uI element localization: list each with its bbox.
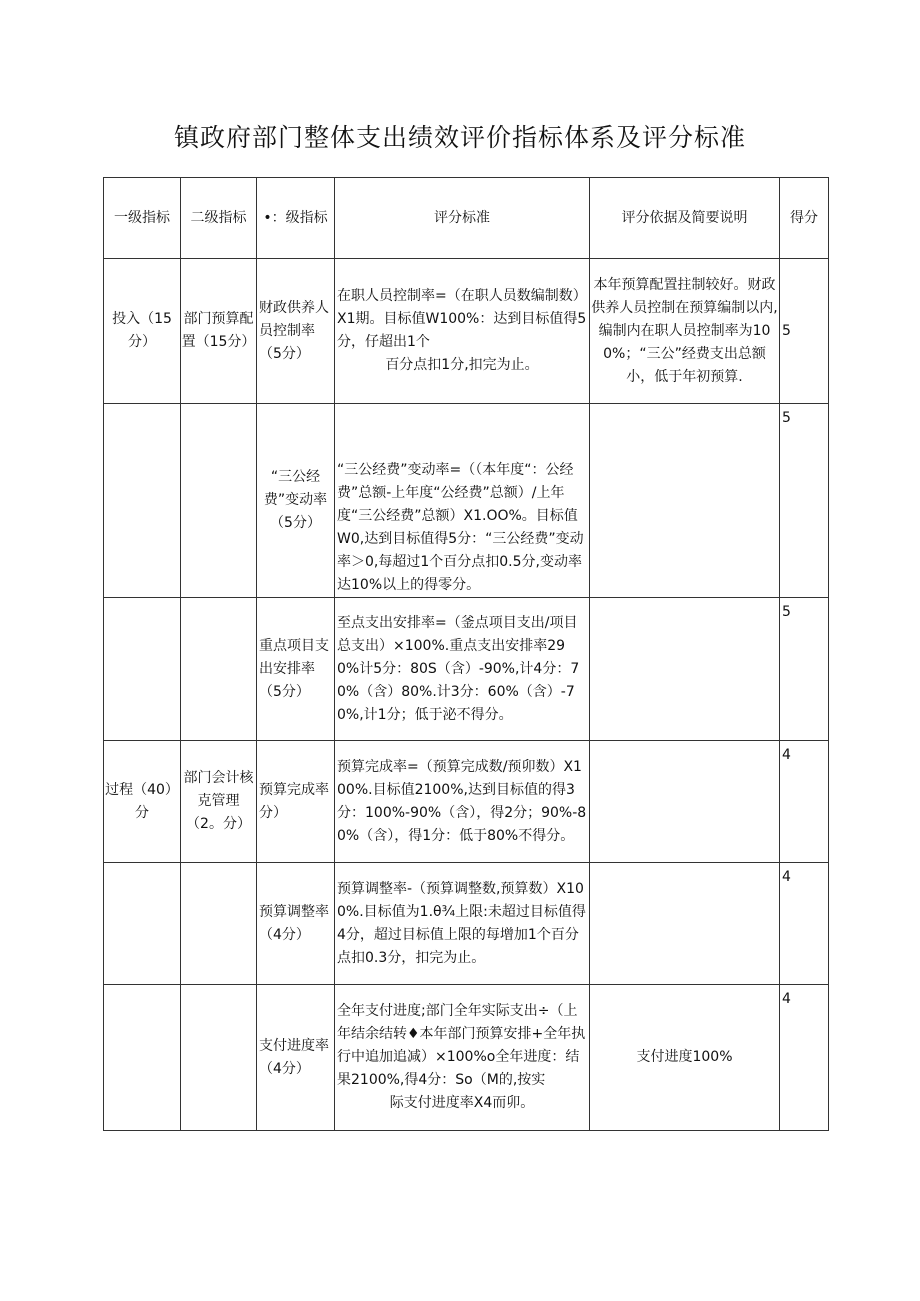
header-level3: •：级指标 [257, 178, 335, 259]
table-row [104, 863, 829, 985]
level1-cell [104, 598, 181, 741]
criteria-text-cont: 百分点扣1分,扣完为止。 [385, 357, 539, 373]
indicator-table [103, 177, 829, 1131]
table-row [104, 598, 829, 741]
header-score: 得分 [780, 178, 829, 259]
level1-cell: 投入（15分） [104, 259, 181, 404]
header-criteria: 评分标准 [335, 178, 590, 259]
table-row [104, 259, 829, 404]
score-cell: 4 [780, 863, 829, 985]
table-row [104, 741, 829, 863]
basis-cell [590, 863, 780, 985]
criteria-text: 全年支付进度;部门全年实际支出÷（上年结余结转♦本年部门预算安排+全年执行中追加追减）×100%o全年进度：结果2100%,得4分：So（M的,按实 [337, 1003, 586, 1088]
score-cell: 5 [780, 598, 829, 741]
level2-cell [181, 863, 257, 985]
level1-cell [104, 404, 181, 598]
level2-cell: 部门会计核克管理（2。分） [181, 741, 257, 863]
level2-cell [181, 598, 257, 741]
level2-cell [181, 985, 257, 1131]
table-header-row [104, 178, 829, 259]
level2-cell: 部门预算配置（15分） [181, 259, 257, 404]
criteria-cell [335, 259, 590, 404]
header-level1: 一级指标 [104, 178, 181, 259]
score-cell: 4 [780, 985, 829, 1131]
page-title: 镇政府部门整体支出绩效评价指标体系及评分标准 [173, 123, 746, 152]
level3-cell: 支付进度率（4分） [257, 985, 335, 1131]
score-cell: 5 [780, 259, 829, 404]
level3-cell: 重点项目支出安排率（5分） [257, 598, 335, 741]
header-basis: 评分依据及简要说明 [590, 178, 780, 259]
table-row [104, 985, 829, 1131]
criteria-text-cont: 际支付进度率X4而卯。 [389, 1095, 535, 1111]
criteria-cell: “三公经费”变动率=（（本年度“：公经费”总额-上年度“公经费”总额）/上年度“三公经费”总额）X1.OO%。目标值W0,达到目标值得5分：“三公经费”变动率＞0,每超过1个百分点扣0.5分,变动率达10%以上的得零分。 [335, 404, 590, 598]
criteria-cell: 预算完成率=（预算完成数/预卯数）X100%.目标值2100%,达到目标值的得3分：100%-90%（含），得2分；90%-80%（含），得1分：低于80%不得分。 [335, 741, 590, 863]
header-level2: 二级指标 [181, 178, 257, 259]
basis-cell [590, 598, 780, 741]
score-cell: 5 [780, 404, 829, 598]
criteria-cell [335, 985, 590, 1131]
criteria-text: 在职人员控制率=（在职人员数编制数）X1期。目标值W100%：达到目标值得5分，仔超出1个 [337, 288, 587, 350]
level3-cell: 财政供养人员控制率（5分） [257, 259, 335, 404]
basis-cell [590, 404, 780, 598]
level3-cell: 预算完成率分） [257, 741, 335, 863]
criteria-cell: 至点支出安排率=（釜点项目支出/项目总支出）×100%.重点支出安排率290%计5分：80S（含）-90%,计4分：70%（含）80%.计3分：60%（含）-70%,计1分；低于泌不得分。 [335, 598, 590, 741]
table-row [104, 404, 829, 598]
score-cell: 4 [780, 741, 829, 863]
level2-cell [181, 404, 257, 598]
level3-cell: “三公经费”变动率（5分） [257, 404, 335, 598]
basis-cell: 本年预算配置拄制较好。财政供养人员控制在预算编制以内,编制内在职人员控制率为100%；“三公”经费支出总额小，低于年初预算. [590, 259, 780, 404]
level1-cell [104, 863, 181, 985]
basis-cell: 支付进度100% [590, 985, 780, 1131]
level1-cell: 过程（40）分 [104, 741, 181, 863]
level3-cell: 预算调整率（4分） [257, 863, 335, 985]
criteria-cell: 预算调整率-（预算调整数,预算数）X100%.目标值为1.θ¾上限:未超过目标值得4分，超过目标值上限的每增加1个百分点扣0.3分，扣完为止。 [335, 863, 590, 985]
basis-cell [590, 741, 780, 863]
level1-cell [104, 985, 181, 1131]
